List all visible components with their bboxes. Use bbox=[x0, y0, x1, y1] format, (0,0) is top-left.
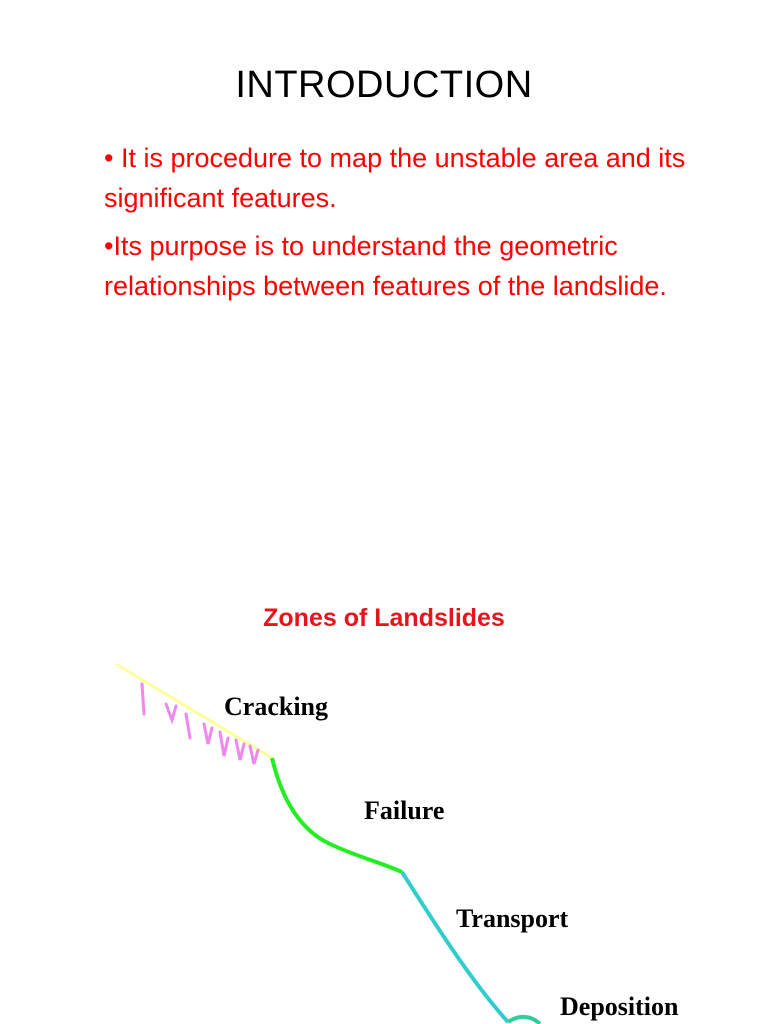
zone-label-transport: Transport bbox=[456, 904, 569, 933]
bullet-marker: • bbox=[104, 231, 114, 261]
crack-mark bbox=[204, 724, 212, 744]
bullet-item bbox=[104, 138, 724, 218]
slide-title: INTRODUCTION bbox=[235, 64, 533, 106]
deposition-zone-line bbox=[508, 1017, 540, 1024]
crack-mark bbox=[166, 704, 176, 720]
zone-label-cracking: Cracking bbox=[224, 692, 328, 721]
landslide-zones-diagram bbox=[0, 640, 768, 1024]
bullet-text: It is procedure to map the unstable area and its significant features. bbox=[104, 143, 686, 213]
crack-mark bbox=[220, 732, 228, 756]
bullet-item bbox=[104, 226, 724, 306]
bullet-text: Its purpose is to understand the geometric relationships between features of the landslide. bbox=[104, 231, 667, 301]
zone-label-failure: Failure bbox=[364, 796, 445, 825]
bullet-list bbox=[104, 138, 724, 314]
crack-mark bbox=[142, 684, 144, 714]
diagram-title: Zones of Landslides bbox=[263, 604, 505, 632]
zone-label-deposition: Deposition bbox=[560, 992, 679, 1021]
landslide-profile-graphic bbox=[0, 640, 768, 1024]
transport-zone-line bbox=[402, 872, 508, 1022]
crack-mark bbox=[236, 740, 244, 760]
crack-mark bbox=[186, 714, 190, 738]
bullet-marker: • bbox=[104, 143, 114, 173]
